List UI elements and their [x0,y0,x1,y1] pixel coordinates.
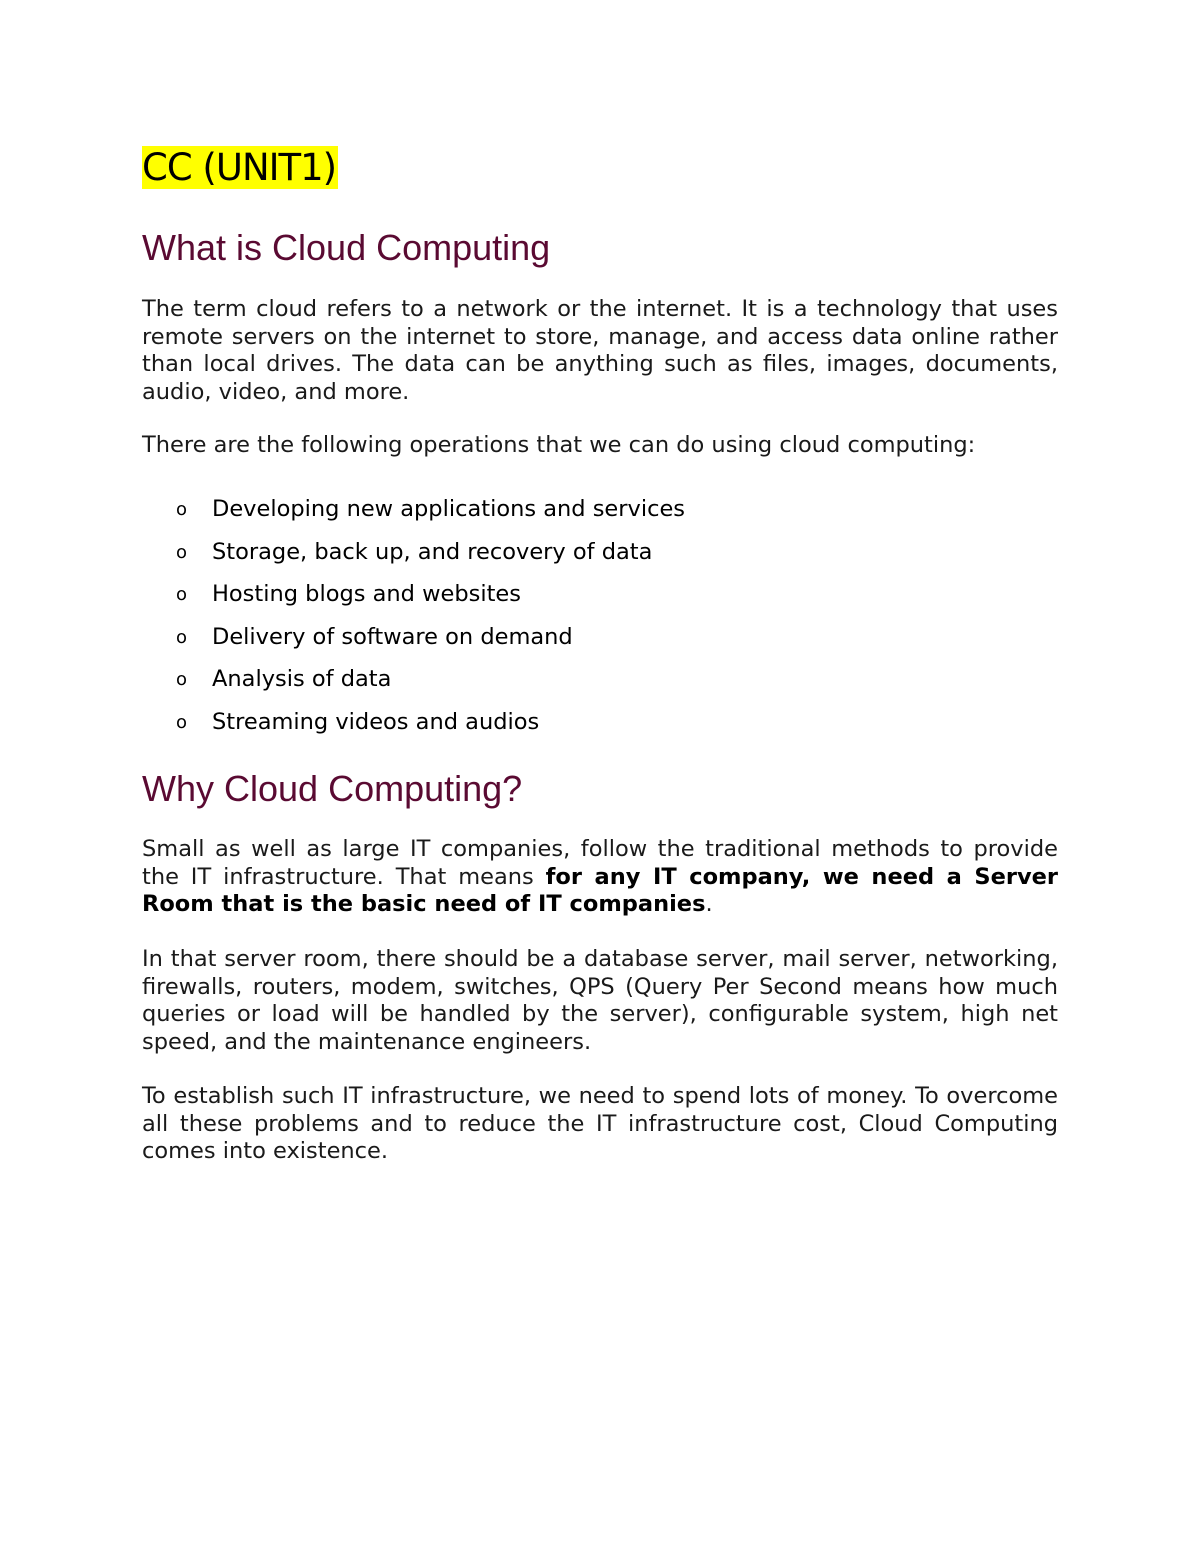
bullet-icon: o [176,626,188,648]
document-title [142,140,338,196]
bullet-icon: o [176,584,188,605]
intro-paragraph: The term cloud refers to a network or the internet. It is a technology that uses remote servers on the internet to store, manage, and access data online rather than local drives. The data can be anything such as files, images, documents, audio, video, and more. [142,296,1058,405]
server-room-paragraph: Small as well as large IT companies, follow the traditional methods to provide the IT infrastructure. That means for any IT company, we need a Server Room that is the basic need of IT companies. [142,836,1058,917]
server-room-contents-paragraph: In that server room, there should be a database server, mail server, networking, firewalls, routers, modem, switches, QPS (Query Per Second means how much queries or load will be handled by the server), configurable system, high net speed, and the maintenance engineers. [142,946,1058,1055]
bullet-icon: o [176,541,188,563]
operations-lead: There are the following operations that we can do using cloud computing: [142,432,976,458]
bullet-icon: o [176,499,188,520]
section-heading-why-cloud: Why Cloud Computing? [142,768,523,809]
server-room-emphasis: for any IT company, we need a Server Room that is the basic need of IT companies [142,863,1058,917]
bullet-icon: o [176,711,188,733]
title-highlight: CC (UNIT1) [142,146,337,189]
infrastructure-cost-paragraph: To establish such IT infrastructure, we need to spend lots of money. To overcome all these problems and to reduce the IT infrastructure cost, Cloud Computing comes into existence. [142,1083,1058,1164]
bullet-icon: o [176,669,188,690]
section-heading-what-is-cloud: What is Cloud Computing [142,227,551,268]
